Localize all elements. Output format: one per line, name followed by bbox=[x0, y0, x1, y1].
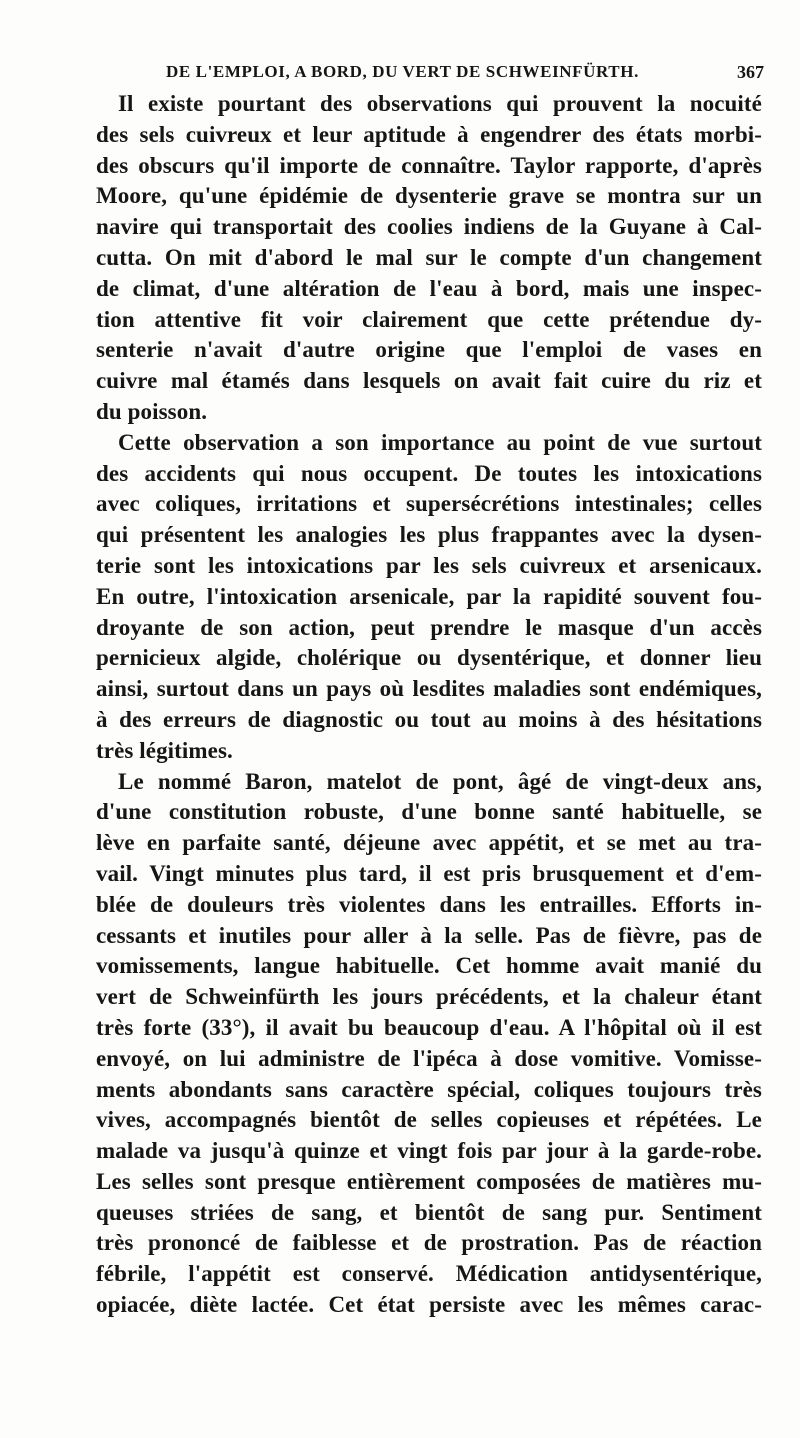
text-line: cessants et inutiles pour aller à la selle. Pas de fièvre, pas de bbox=[96, 922, 762, 948]
text-line: Moore, qu'une épidémie de dysenterie grave se montra sur un bbox=[96, 183, 762, 209]
page-number: 367 bbox=[737, 62, 764, 82]
text-line: ments abondants sans caractère spécial, coliques toujours très bbox=[96, 1076, 762, 1102]
text-line: opiacée, diète lactée. Cet état persiste avec les mêmes carac- bbox=[96, 1292, 762, 1318]
text-line: pernicieux algide, cholérique ou dysentérique, et donner lieu bbox=[96, 645, 762, 671]
text-line: fébrile, l'appétit est conservé. Médication antidysentérique, bbox=[96, 1261, 762, 1287]
text-line: des accidents qui nous occupent. De toutes les intoxications bbox=[96, 460, 762, 486]
text-line: En outre, l'intoxication arsenicale, par la rapidité souvent fou- bbox=[96, 583, 762, 609]
text-line: du poisson. bbox=[96, 398, 208, 424]
text-line: très légitimes. bbox=[96, 737, 233, 763]
text-line: Cette observation a son importance au point de vue surtout bbox=[118, 429, 762, 455]
text-line: queuses striées de sang, et bientôt de sang pur. Sentiment bbox=[96, 1199, 762, 1225]
text-line: senterie n'avait d'autre origine que l'emploi de vases en bbox=[96, 337, 762, 363]
body-text bbox=[96, 89, 762, 1321]
text-line: terie sont les intoxications par les sels cuivreux et arsenicaux. bbox=[96, 552, 762, 578]
text-line: vives, accompagnés bientôt de selles copieuses et répétées. Le bbox=[96, 1107, 762, 1133]
running-head: DE L'EMPLOI, A BORD, DU VERT DE SCHWEINFÜRTH. bbox=[166, 62, 639, 81]
text-line: à des erreurs de diagnostic ou tout au moins à des hésitations bbox=[96, 706, 762, 732]
text-line: des sels cuivreux et leur aptitude à engendrer des états morbi- bbox=[96, 121, 762, 147]
text-line: Les selles sont presque entièrement composées de matières mu- bbox=[96, 1168, 762, 1194]
text-line: qui présentent les analogies les plus frappantes avec la dysen- bbox=[96, 522, 762, 548]
text-line: d'une constitution robuste, d'une bonne santé habituelle, se bbox=[96, 799, 762, 825]
text-line: des obscurs qu'il importe de connaître. Taylor rapporte, d'après bbox=[96, 152, 762, 178]
text-line: Il existe pourtant des observations qui prouvent la nocuité bbox=[118, 91, 762, 116]
text-line: très prononcé de faiblesse et de prostration. Pas de réaction bbox=[96, 1230, 762, 1256]
text-line: droyante de son action, peut prendre le masque d'un accès bbox=[96, 614, 762, 640]
text-line: cuivre mal étamés dans lesquels on avait fait cuire du riz et bbox=[96, 368, 762, 394]
text-line: Le nommé Baron, matelot de pont, âgé de vingt-deux ans, bbox=[118, 768, 762, 794]
text-line: de climat, d'une altération de l'eau à bord, mais une inspec- bbox=[96, 275, 762, 301]
text-line: vail. Vingt minutes plus tard, il est pris brusquement et d'em- bbox=[96, 860, 762, 886]
text-line: tion attentive fit voir clairement que cette prétendue dy- bbox=[96, 306, 762, 332]
text-line: avec coliques, irritations et supersécrétions intestinales; celles bbox=[96, 491, 762, 517]
text-line: cutta. On mit d'abord le mal sur le compte d'un changement bbox=[96, 244, 762, 270]
text-line: blée de douleurs très violentes dans les entrailles. Efforts in- bbox=[96, 891, 762, 917]
text-line: envoyé, on lui administre de l'ipéca à dose vomitive. Vomisse- bbox=[96, 1045, 762, 1071]
text-line: très forte (33°), il avait bu beaucoup d'eau. A l'hôpital où il est bbox=[96, 1014, 762, 1040]
text-line: lève en parfaite santé, déjeune avec appétit, et se met au tra- bbox=[96, 830, 762, 856]
text-line: ainsi, surtout dans un pays où lesdites maladies sont endémiques, bbox=[96, 676, 762, 702]
text-line: navire qui transportait des coolies indiens de la Guyane à Cal- bbox=[96, 214, 762, 240]
text-line: vomissements, langue habituelle. Cet homme avait manié du bbox=[96, 953, 762, 979]
page-header bbox=[96, 62, 764, 86]
text-line: malade va jusqu'à quinze et vingt fois par jour à la garde-robe. bbox=[96, 1138, 762, 1164]
text-line: vert de Schweinfürth les jours précédents, et la chaleur étant bbox=[96, 984, 762, 1010]
